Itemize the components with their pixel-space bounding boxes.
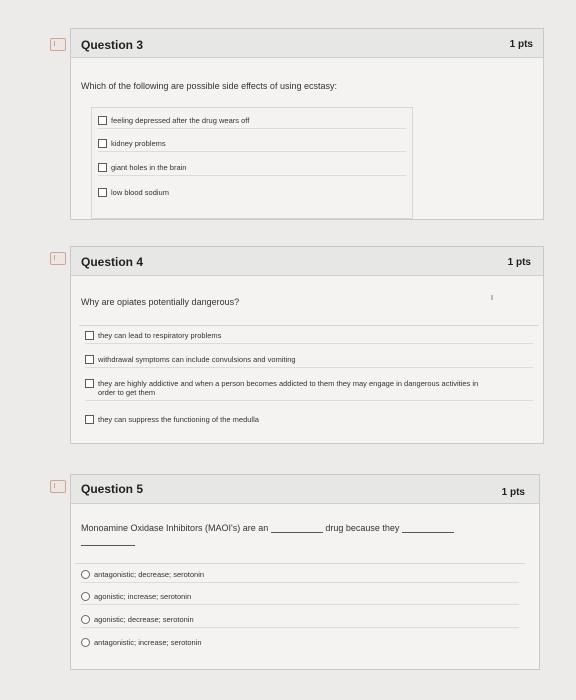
question-5-card (70, 474, 540, 670)
answer-option[interactable] (98, 188, 406, 200)
answer-option[interactable] (81, 615, 519, 628)
answer-option[interactable] (81, 638, 519, 650)
question-3-prompt: Which of the following are possible side effects of using ecstasy: (81, 81, 337, 91)
question-5-title: Question 5 (81, 482, 144, 496)
question-4-title: Question 4 (81, 255, 144, 269)
answer-label: giant holes in the brain (111, 163, 187, 172)
radio-button[interactable] (81, 570, 90, 579)
checkbox[interactable] (85, 331, 94, 340)
question-3-answers (91, 107, 413, 219)
answer-label: agonistic; increase; serotonin (94, 592, 192, 601)
answer-label: they can lead to respiratory problems (98, 331, 222, 340)
answer-label: they are highly addictive and when a person becomes addicted to them they may engage in dangerous activities in order to get them (98, 379, 479, 397)
answer-label: agonistic; decrease; serotonin (94, 615, 194, 624)
blank-3 (81, 537, 135, 546)
flag-question-4-icon[interactable] (50, 252, 66, 265)
checkbox[interactable] (98, 163, 107, 172)
question-3-points: 1 pts (509, 39, 533, 50)
blank-2 (402, 524, 454, 533)
checkbox[interactable] (98, 188, 107, 197)
resize-grip-icon (491, 295, 493, 300)
question-5-prompt-part-1: Monoamine Oxidase Inhibitors (MAOI's) are an (81, 523, 269, 533)
radio-button[interactable] (81, 615, 90, 624)
answer-label: antagonistic; increase; serotonin (94, 638, 202, 647)
answer-option[interactable] (85, 355, 533, 368)
question-3-title: Question 3 (81, 38, 144, 52)
checkbox[interactable] (85, 415, 94, 424)
question-4-prompt: Why are opiates potentially dangerous? (81, 297, 240, 307)
question-5-prompt (81, 523, 531, 546)
answer-option[interactable] (98, 163, 406, 176)
answer-option[interactable] (85, 331, 533, 344)
question-5-answers (75, 563, 525, 668)
answer-option[interactable] (81, 592, 519, 605)
answer-label: feeling depressed after the drug wears off (111, 116, 250, 125)
checkbox[interactable] (98, 139, 107, 148)
answer-option[interactable] (98, 139, 406, 152)
answer-label: withdrawal symptoms can include convulsions and vomiting (98, 355, 296, 364)
question-4-points: 1 pts (507, 257, 531, 268)
question-5-points: 1 pts (501, 487, 525, 498)
answer-label: low blood sodium (111, 188, 169, 197)
checkbox[interactable] (85, 379, 94, 388)
answer-label: antagonistic; decrease; serotonin (94, 570, 205, 579)
flag-question-3-icon[interactable] (50, 38, 66, 51)
blank-1 (271, 524, 323, 533)
question-3-card (70, 28, 544, 220)
radio-button[interactable] (81, 638, 90, 647)
answer-option[interactable] (98, 116, 406, 129)
checkbox[interactable] (85, 355, 94, 364)
answer-option[interactable] (85, 415, 533, 427)
answer-option[interactable] (81, 570, 519, 583)
flag-question-5-icon[interactable] (50, 480, 66, 493)
checkbox[interactable] (98, 116, 107, 125)
answer-option[interactable] (85, 379, 533, 401)
radio-button[interactable] (81, 592, 90, 601)
question-4-card (70, 246, 544, 444)
question-4-answers (79, 325, 539, 438)
answer-label: kidney problems (111, 139, 166, 148)
question-5-prompt-part-2: drug because they (325, 523, 400, 533)
answer-label: they can suppress the functioning of the medulla (98, 415, 259, 424)
